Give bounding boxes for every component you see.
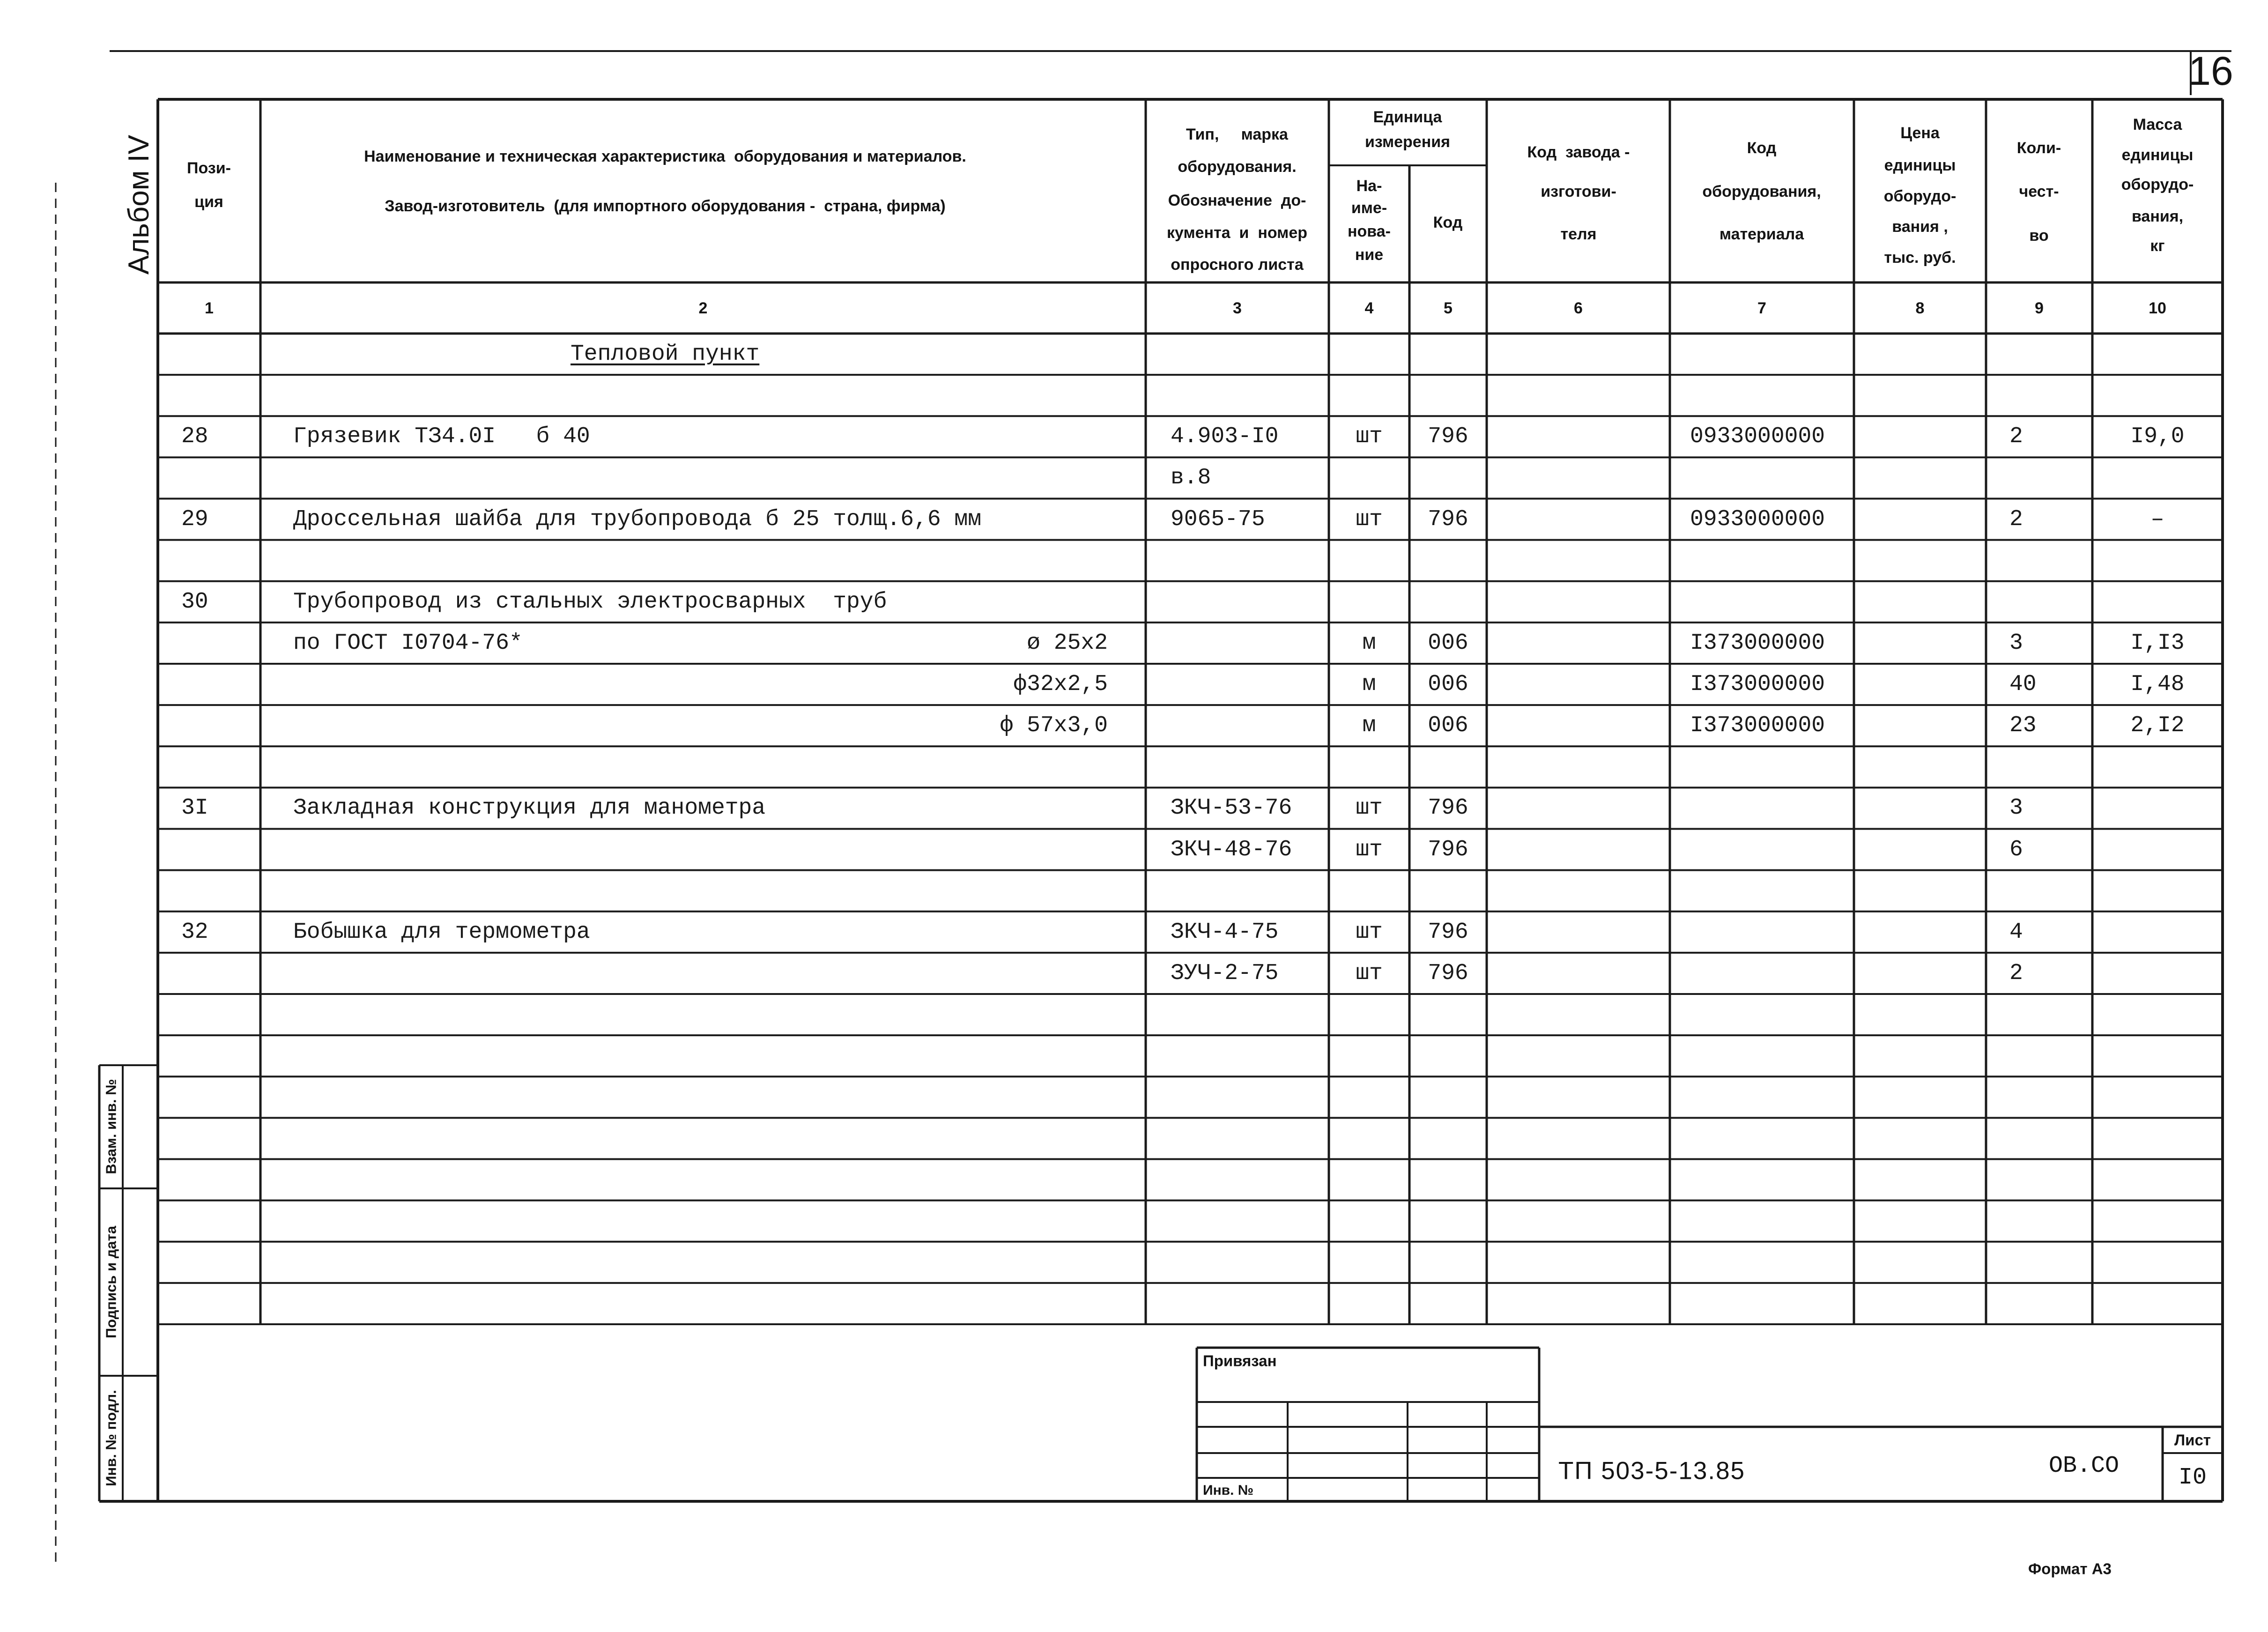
header-type-mark-line: оборудования.: [1178, 158, 1297, 176]
quantity-cell: 2: [2009, 960, 2023, 986]
equipment-code-cell: 0933000000: [1690, 506, 1825, 532]
type-mark-cell: 4.903-I0: [1171, 424, 1279, 450]
type-mark-cell: в.8: [1171, 465, 1211, 491]
column-number: 8: [1915, 299, 1925, 317]
quantity-cell: 6: [2009, 837, 2023, 862]
type-mark-cell: ЗУЧ-2-75: [1171, 960, 1279, 986]
column-number: 5: [1444, 299, 1453, 317]
pipe-size-cell: ф32х2,5: [1013, 672, 1108, 697]
column-number: 7: [1757, 299, 1766, 317]
header-quantity-line: чест-: [2019, 183, 2059, 200]
header-type-mark-line: Обозначение до-: [1168, 192, 1306, 209]
column-number: 4: [1364, 299, 1374, 317]
unit-mass-cell: –: [2150, 506, 2164, 532]
format-label: Формат А3: [2028, 1560, 2112, 1578]
header-unit-group-line: Единица: [1373, 108, 1442, 126]
unit-code-cell: 796: [1428, 960, 1468, 986]
header-quantity-line: Коли-: [2016, 139, 2061, 157]
section-code: ОВ.СО: [2049, 1453, 2120, 1479]
header-manufacturer-code-line: теля: [1560, 225, 1597, 243]
bound-label: Привязан: [1203, 1352, 1277, 1370]
column-number: 10: [2149, 299, 2166, 317]
substitute-inv-no-label: Взам. инв. №: [103, 1079, 119, 1174]
header-unit-mass-line: единицы: [2121, 146, 2194, 164]
name-cell: Бобышка для термометра: [293, 919, 590, 945]
unit-name-cell: м: [1362, 713, 1376, 739]
position-cell: 3I: [181, 795, 208, 821]
equipment-code-cell: 0933000000: [1690, 424, 1825, 450]
header-unit-name-line: нова-: [1348, 223, 1391, 240]
quantity-cell: 2: [2009, 424, 2023, 450]
section-heading: Тепловой пункт: [571, 341, 760, 367]
position-cell: 29: [181, 506, 208, 532]
header-equipment-code-line: Код: [1747, 139, 1777, 157]
header-type-mark-line: кумента и номер: [1166, 224, 1308, 242]
signature-date-label: Подпись и дата: [103, 1225, 119, 1339]
header-unit-mass-line: оборудо-: [2121, 176, 2194, 193]
unit-code-cell: 796: [1428, 506, 1468, 532]
quantity-cell: 40: [2009, 672, 2037, 697]
position-cell: 28: [181, 424, 208, 450]
quantity-cell: 3: [2009, 630, 2023, 656]
column-number: 1: [205, 299, 214, 317]
sheet-value: I0: [2178, 1464, 2207, 1491]
unit-name-cell: шт: [1356, 837, 1383, 862]
position-cell: 30: [181, 589, 208, 615]
header-unit-mass-line: вания,: [2131, 208, 2184, 225]
header-unit-mass-line: Масса: [2133, 116, 2182, 134]
column-number: 6: [1574, 299, 1583, 317]
unit-code-cell: 796: [1428, 837, 1468, 862]
header-unit-mass-line: кг: [2150, 237, 2165, 255]
header-unit-name-line: име-: [1351, 199, 1387, 217]
quantity-cell: 4: [2009, 919, 2023, 945]
quantity-cell: 23: [2009, 713, 2037, 739]
header-unit-name-line: На-: [1356, 177, 1382, 195]
document-designation: ТП 503-5-13.85: [1558, 1457, 1746, 1485]
position-cell: 32: [181, 919, 208, 945]
pipe-size-cell: ø 25х2: [1027, 630, 1108, 656]
type-mark-cell: ЗКЧ-48-76: [1171, 837, 1292, 862]
quantity-cell: 2: [2009, 506, 2023, 532]
header-equipment-code-line: материала: [1719, 225, 1804, 243]
header-position-line: ция: [194, 193, 223, 211]
type-mark-cell: 9065-75: [1171, 506, 1265, 532]
name-cell: Закладная конструкция для манометра: [293, 795, 766, 821]
unit-mass-cell: I,48: [2130, 672, 2185, 697]
equipment-code-cell: I373000000: [1690, 630, 1825, 656]
sheet-number: 16: [2188, 49, 2233, 94]
unit-mass-cell: I9,0: [2130, 424, 2185, 450]
name-cell: Трубопровод из стальных электросварных труб: [293, 589, 887, 615]
type-mark-cell: ЗКЧ-53-76: [1171, 795, 1292, 821]
header-unit-price-line: оборудо-: [1883, 187, 1957, 205]
unit-name-cell: шт: [1356, 960, 1383, 986]
column-number: 9: [2035, 299, 2044, 317]
equipment-code-cell: I373000000: [1690, 713, 1825, 739]
header-unit-name-line: ние: [1355, 246, 1384, 264]
header-unit-price-line: единицы: [1884, 156, 1956, 174]
header-unit-group-line: измерения: [1365, 133, 1450, 151]
pipe-size-cell: ф 57х3,0: [1000, 713, 1108, 739]
unit-name-cell: шт: [1356, 919, 1383, 945]
unit-mass-cell: 2,I2: [2130, 713, 2185, 739]
unit-name-cell: шт: [1356, 506, 1383, 532]
column-number: 3: [1233, 299, 1242, 317]
header-unit-price-line: вания ,: [1892, 218, 1948, 236]
unit-code-cell: 796: [1428, 919, 1468, 945]
header-name-line: Наименование и техническая характеристика оборудования и материалов.: [364, 148, 966, 165]
unit-name-cell: м: [1362, 672, 1376, 697]
quantity-cell: 3: [2009, 795, 2023, 821]
header-type-mark-line: опросного листа: [1171, 256, 1304, 274]
unit-code-cell: 006: [1428, 713, 1468, 739]
equipment-code-cell: I373000000: [1690, 672, 1825, 697]
inv-no-label: Инв. №: [1203, 1483, 1254, 1498]
name-cell: Дроссельная шайба для трубопровода б 25 толщ.6,6 мм: [293, 506, 982, 532]
name-cell: Грязевик ТЗ4.0I б 40: [293, 424, 590, 450]
header-equipment-code-line: оборудования,: [1702, 183, 1821, 200]
header-unit-code-line: Код: [1433, 214, 1463, 231]
unit-name-cell: шт: [1356, 424, 1383, 450]
album-label: Альбом IV: [123, 134, 155, 275]
original-inv-no-label: Инв. № подл.: [103, 1390, 119, 1486]
header-unit-price-line: тыс. руб.: [1884, 249, 1956, 267]
header-quantity-line: во: [2029, 227, 2049, 245]
unit-code-cell: 006: [1428, 630, 1468, 656]
name-cell: по ГОСТ I0704-76*: [293, 630, 523, 656]
column-number: 2: [698, 299, 708, 317]
header-unit-price-line: Цена: [1900, 124, 1940, 142]
header-name-line: Завод-изготовитель (для импортного оборудования - страна, фирма): [385, 197, 946, 215]
type-mark-cell: ЗКЧ-4-75: [1171, 919, 1279, 945]
unit-name-cell: м: [1362, 630, 1376, 656]
unit-code-cell: 796: [1428, 424, 1468, 450]
header-manufacturer-code-line: Код завода -: [1527, 143, 1630, 161]
unit-code-cell: 006: [1428, 672, 1468, 697]
unit-mass-cell: I,I3: [2130, 630, 2185, 656]
unit-name-cell: шт: [1356, 795, 1383, 821]
header-type-mark-line: Тип, марка: [1186, 126, 1288, 143]
unit-code-cell: 796: [1428, 795, 1468, 821]
header-manufacturer-code-line: изготови-: [1541, 183, 1616, 200]
sheet-label: Лист: [2174, 1431, 2211, 1449]
header-position-line: Пози-: [187, 159, 231, 177]
